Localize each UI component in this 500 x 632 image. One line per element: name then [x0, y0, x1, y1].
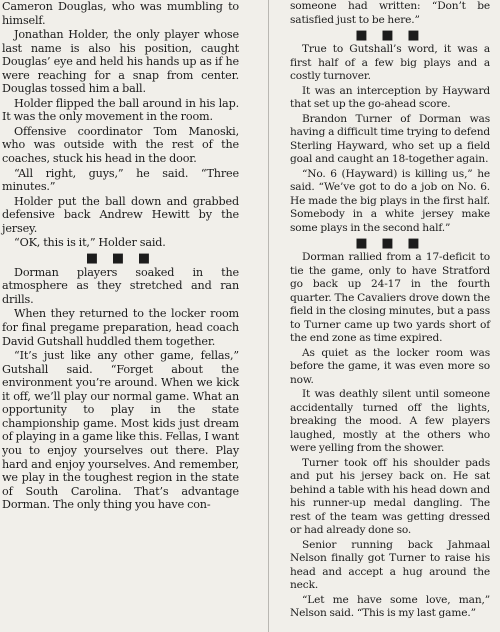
paragraph: It was an interception by Hayward that set up the go-ahead score. [290, 84, 490, 110]
paragraph: Cameron Douglas, who was mumbling to himself. [2, 0, 239, 27]
paragraph: True to Gutshall’s word, it was a first half of a few big plays and a costly turnover. [290, 43, 490, 82]
paragraph: Holder flipped the ball around in his lap. It was the only movement in the room. [2, 96, 239, 124]
paragraph: Brandon Turner of Dorman was having a difficult time trying to defend Sterling Hayward, who set up a field goal and caught an 18-together again. [290, 112, 490, 165]
paragraph: Jonathan Holder, the only player whose last name is also his position, caught Douglas’ eye and held his hands up as if he were reaching for a snap from center. Douglas tossed him a ball. [2, 28, 239, 96]
paragraph: Dorman rallied from a 17-deficit to tie the game, only to have Stratford go back up 24-17 in the fourth quarter. The Cavaliers drove down the field in the closing minutes, but a pass to Turner came up two yards short of the end zone as time expired. [290, 251, 490, 344]
section-separator: ■ ■ ■ [355, 28, 425, 43]
paragraph: As quiet as the locker room was before the game, it was even more so now. [290, 346, 490, 386]
paragraph: “No. 6 (Hayward) is killing us,” he said. “We’ve got to do a job on No. 6. He made the big plays in the first half. Somebody in a white jersey make some plays in the second half.” [290, 167, 490, 234]
paragraph: Senior running back Jahmaal Nelson finally got Turner to raise his head and accept a hug around the neck. [290, 538, 490, 591]
column-divider [268, 0, 269, 632]
article-column-left [2, 0, 239, 512]
paragraph: “Let me have some love, man,” Nelson said. “This is my last game.” [290, 593, 490, 619]
paragraph: When they returned to the locker room for final pregame preparation, head coach David Gutshall huddled them together. [2, 307, 239, 348]
paragraph: Holder put the ball down and grabbed defensive back Andrew Hewitt by the jersey. [2, 194, 239, 235]
paragraph: Offensive coordinator Tom Manoski, who was outside with the rest of the coaches, stuck his head in the door. [2, 124, 239, 166]
section-separator: ■ ■ ■ [85, 250, 156, 266]
section-separator: ■ ■ ■ [355, 236, 425, 251]
paragraph: Turner took off his shoulder pads and put his jersey back on. He sat behind a table with his head down and his runner-up medal dangling. The rest of the team was getting dressed or had already done so. [290, 456, 490, 536]
paragraph: “OK, this is it,” Holder said. [14, 236, 166, 250]
article-column-right [290, 0, 490, 621]
paragraph: It was deathly silent until someone accidentally turned off the lights, breaking the mood. A few players laughed, mostly at the others who were yelling from the shower. [290, 388, 490, 454]
paragraph: someone had written: “Don’t be satisfied just to be here.” [290, 0, 490, 26]
paragraph: “All right, guys,” he said. “Three minutes.” [2, 166, 239, 194]
paragraph: Dorman players soaked in the atmosphere as they stretched and ran drills. [2, 265, 239, 306]
paragraph: “It’s just like any other game, fellas,” Gutshall said. “Forget about the environment you’re around. When we kick it off, we’ll play our normal game. What an opportunity to play in the state championship game. Most kids just dream of playing in a game like this. Fellas, I want you to enjoy yourselves out there. Play hard and enjoy yourselves. And remember, we play in the toughest region in the state of South Carolina. That’s advantage Dorman. The only thing you have con- [2, 349, 239, 512]
